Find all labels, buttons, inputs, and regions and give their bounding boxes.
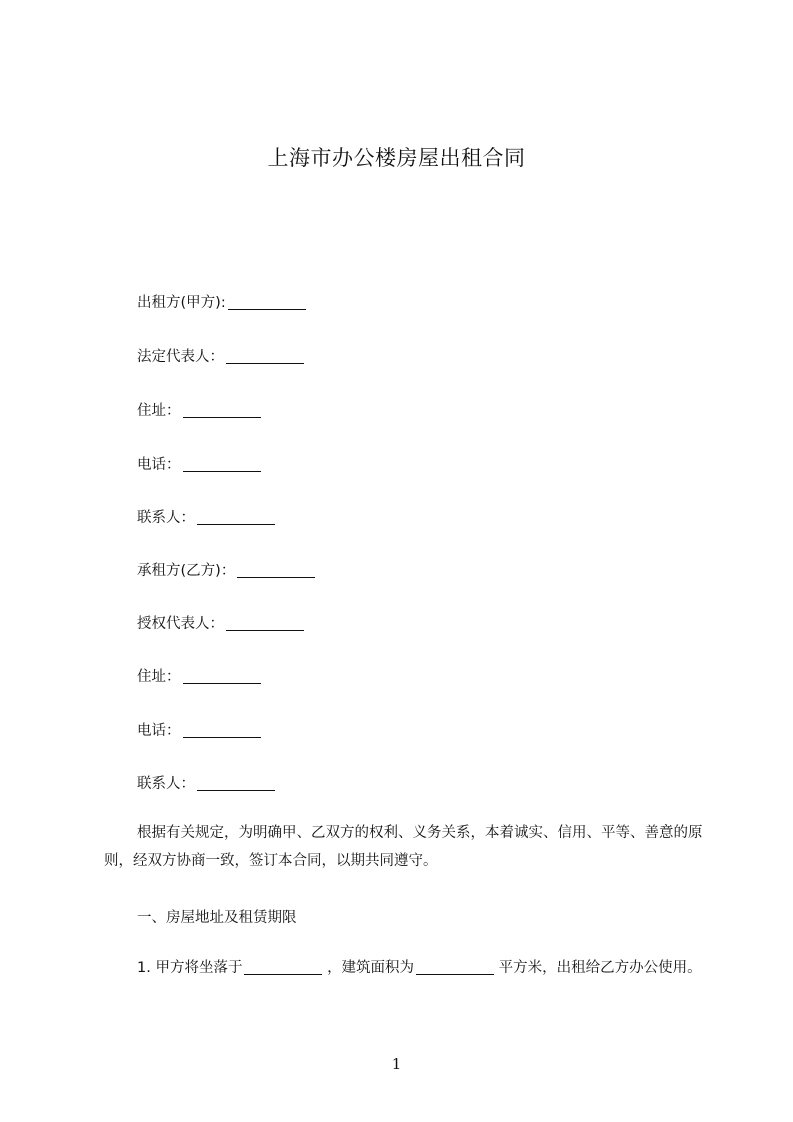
- blank-line: [226, 349, 304, 364]
- field-lessee: [137, 559, 315, 580]
- page-number: 1: [391, 1055, 402, 1073]
- field-lessor-phone: [137, 453, 261, 474]
- field-lessee-phone: [137, 719, 261, 740]
- preamble-text: 根据有关规定，为明确甲、乙双方的权利、义务关系，本着诚实、信用、平等、善意的原则，经双方协商一致，签订本合同，以期共同遵守。: [104, 825, 703, 869]
- field-lessor-contact: [137, 506, 275, 527]
- field-lessee-contact: [137, 772, 275, 793]
- clause-text: 甲方将坐落于: [155, 960, 243, 976]
- field-lessor: [137, 291, 306, 312]
- field-label: 联系人：: [137, 510, 195, 526]
- blank-line: [244, 960, 322, 975]
- blank-line: [183, 403, 261, 418]
- clause-text: 平方米，出租给乙方办公: [498, 960, 659, 976]
- field-label: 联系人：: [137, 776, 195, 792]
- field-label: 住址：: [137, 403, 181, 419]
- blank-line: [226, 616, 304, 631]
- blank-line: [197, 510, 275, 525]
- clause-text: 使用。: [658, 960, 702, 976]
- blank-line: [183, 723, 261, 738]
- field-label: 电话：: [137, 723, 181, 739]
- clause-1-paragraph: [104, 954, 714, 982]
- clause-text: ，建筑面积为: [327, 960, 415, 976]
- field-label: 授权代表人：: [137, 616, 224, 632]
- field-label: 出租方(甲方):: [137, 295, 226, 311]
- blank-line: [237, 563, 315, 578]
- field-legal-rep: [137, 345, 304, 366]
- field-label: 承租方(乙方)：: [137, 563, 236, 579]
- blank-line: [228, 295, 306, 310]
- blank-line: [197, 776, 275, 791]
- clause-number: 1.: [137, 960, 151, 976]
- preamble-paragraph: [104, 819, 714, 875]
- field-authorized-rep: [137, 612, 304, 633]
- blank-line: [183, 669, 261, 684]
- section-heading: 一、房屋地址及租赁期限: [137, 910, 297, 926]
- field-lessee-address: [137, 665, 261, 686]
- field-label: 法定代表人：: [137, 349, 224, 365]
- field-lessor-address: [137, 399, 261, 420]
- blank-line: [183, 457, 261, 472]
- field-label: 电话：: [137, 457, 181, 473]
- document-title: 上海市办公楼房屋出租合同: [267, 146, 526, 170]
- blank-line: [416, 960, 494, 975]
- field-label: 住址：: [137, 669, 181, 685]
